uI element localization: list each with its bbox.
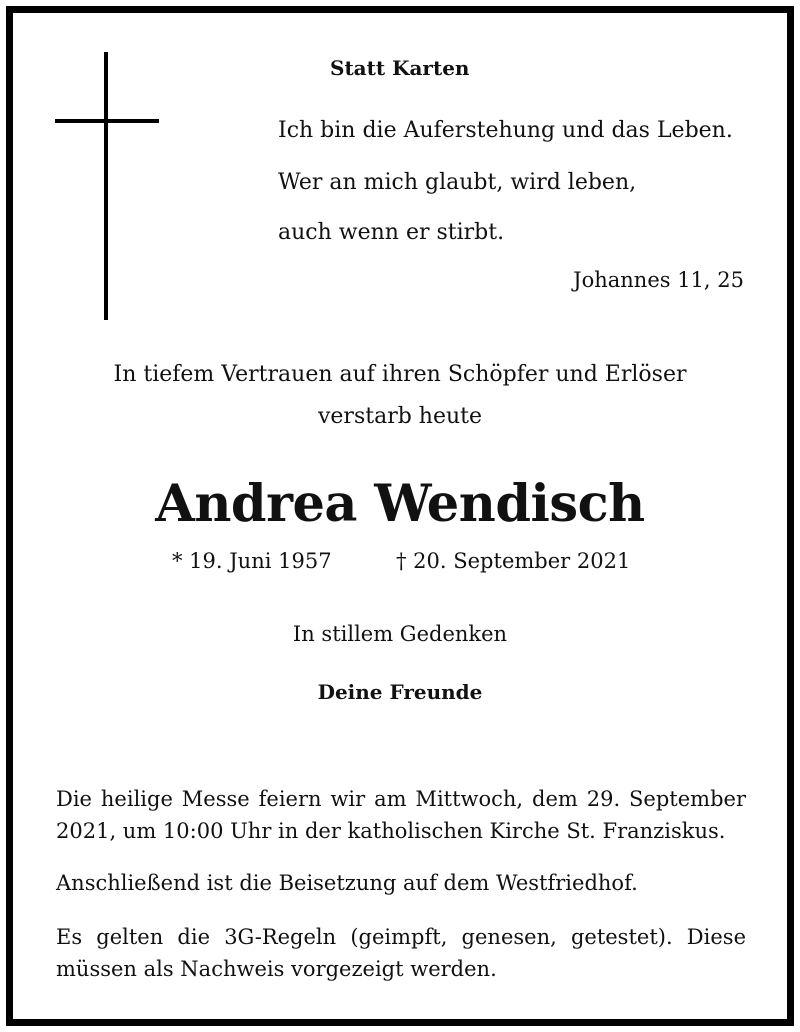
burial-info: Anschließend ist die Beisetzung auf dem Westfriedhof.	[56, 871, 638, 895]
header-statt-karten: Statt Karten	[330, 56, 470, 80]
intro-line-2: verstarb heute	[317, 404, 483, 429]
birth-date: * 19. Juni 1957	[172, 549, 332, 573]
verse-line-1: Ich bin die Auferstehung und das Leben.	[278, 118, 733, 143]
closing-phrase: In stillem Gedenken	[292, 622, 508, 646]
verse-source: Johannes 11, 25	[573, 268, 744, 292]
deceased-name: Andrea Wendisch	[155, 474, 645, 534]
signed-by: Deine Freunde	[317, 680, 483, 704]
covid-rules-info: Es gelten die 3G-Regeln (geimpft, genesen, getestet). Diese müssen als Nachweis vorgezeigt werden.	[56, 925, 746, 981]
death-date: † 20. September 2021	[396, 549, 631, 573]
verse-line-3: auch wenn er stirbt.	[278, 220, 505, 245]
cross-vertical-bar	[104, 52, 108, 320]
mass-info: Die heilige Messe feiern wir am Mittwoch, dem 29. September 2021, um 10:00 Uhr in der katholischen Kirche St. Franziskus.	[56, 787, 746, 843]
cross-horizontal-bar	[55, 119, 159, 123]
verse-line-2: Wer an mich glaubt, wird leben,	[278, 170, 637, 195]
intro-line-1: In tiefem Vertrauen auf ihren Schöpfer und Erlöser	[113, 362, 687, 387]
